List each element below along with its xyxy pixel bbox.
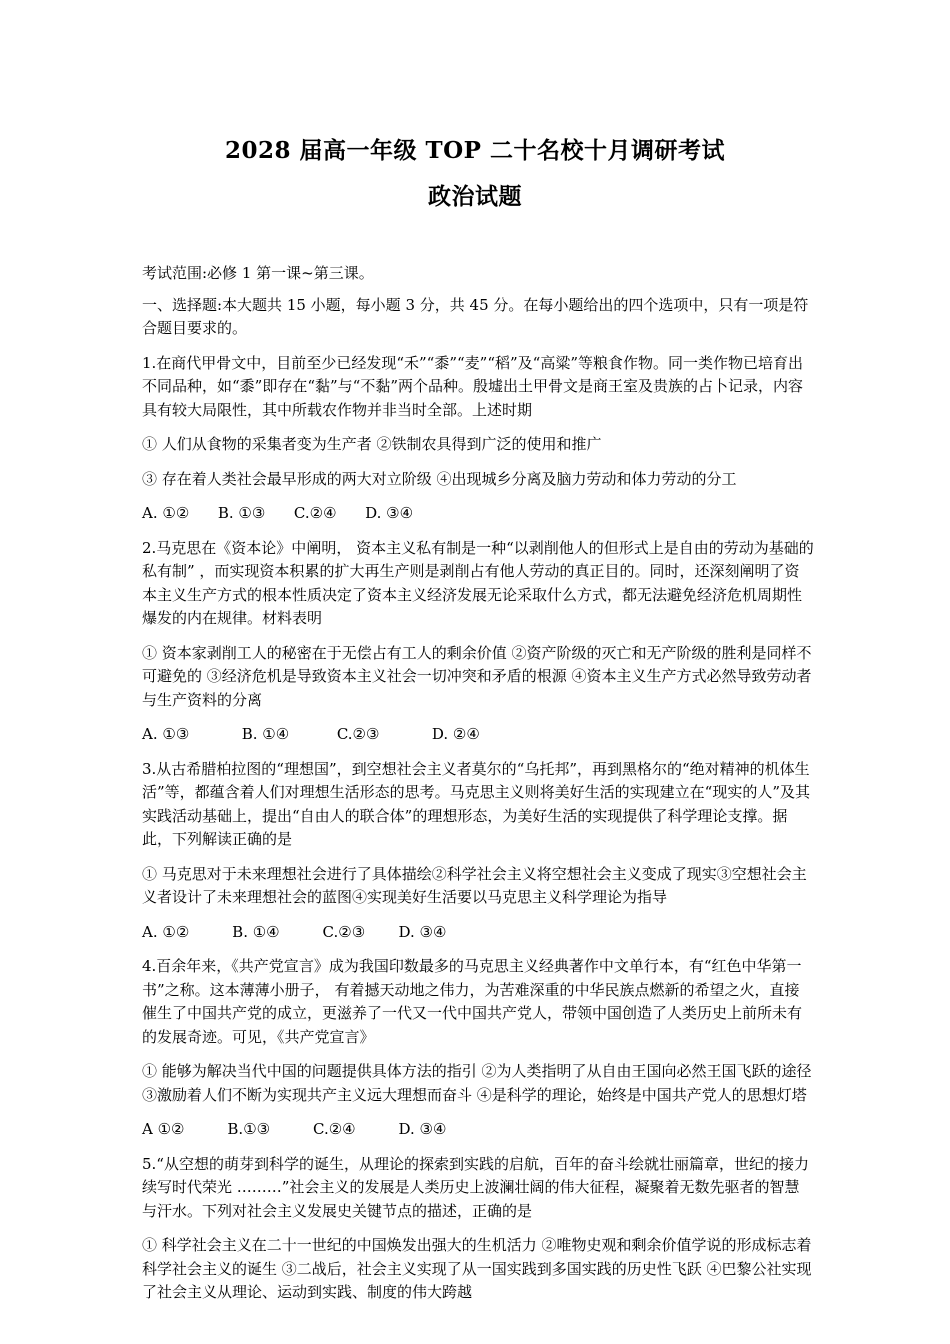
question-1-options: A. ①② B. ①③ C.②④ D. ③④ — [142, 504, 414, 522]
question-2-statements: ① 资本家剥削工人的秘密在于无偿占有工人的剩余价值 ②资产阶级的灭亡和无产阶级的胜利是同样不可避免的 ③经济危机是导致资本主义社会一切冲突和矛盾的根源 ④资本主义生产方式必然导致劳动者与生产资料的分离 — [142, 643, 812, 709]
question-1-stem: 1.在商代甲骨文中，目前至少已经发现“禾”“黍”“麦”“稻”及“高粱”等粮食作物。同一类作物已培育出不同品种，如“黍”即存在“黏”与“不黏”两个品种。殷墟出土甲骨文是商王室及贵族的占卜记录，内容具有较大局限性，其中所载农作物并非当时全部。上述时期 — [142, 353, 804, 419]
question-5-stem: 5.“从空想的萌芽到科学的诞生，从理论的探索到实践的启航，百年的奋斗绘就壮丽篇章，世纪的接力续写时代荣光 ………”社会主义的发展是人类历史上波澜壮阔的伟大征程，凝聚着无数先驱者的智慧与汗水。下列对社会主义发展史关键节点的描述，正确的是 — [142, 1154, 809, 1220]
question-1-statements-a: ① 人们从食物的采集者变为生产者 ②铁制农具得到广泛的使用和推广 — [142, 435, 602, 453]
question-3-statements: ① 马克思对于未来理想社会进行了具体描绘②科学社会主义将空想社会主义变成了现实③空想社会主义者设计了未来理想社会的蓝图④实现美好生活要以马克思主义科学理论为指导 — [142, 864, 807, 906]
subject-title: 政治试题 — [428, 183, 522, 210]
question-3-stem: 3.从古希腊柏拉图的“理想国”，到空想社会主义者莫尔的“乌托邦”，再到黑格尔的“绝对精神的机体生活”等，都蕴含着人们对理想生活形态的思考。马克思主义则将美好生活的实现建立在“现实的人”及其实践活动基础上，提出“自由人的联合体”的理想形态，为美好生活的实现提供了科学理论支撑。据此，下列解读正确的是 — [142, 759, 811, 848]
question-4-stem: 4.百余年来，《共产党宣言》成为我国印数最多的马克思主义经典著作中文单行本，有“红色中华第一书”之称。这本薄薄小册子， 有着撼天动地之伟力，为苦难深重的中华民族点燃新的希望之火，直接催生了中国共产党的成立，更滋养了一代又一代中国共产党人，带领中国创造了人类历史上前所未有的发展奇迹。可见，《共产党宣言》 — [142, 957, 803, 1046]
section-instructions: 一、选择题:本大题共 15 小题，每小题 3 分，共 45 分。在每小题给出的四个选项中，只有一项是符合题目要求的。 — [142, 295, 809, 337]
question-2-stem: 2.马克思在《资本论》中阐明， 资本主义私有制是一种“以剥削他人的但形式上是自由的劳动为基础的私有制” ，而实现资本积累的扩大再生产则是剥削占有他人劳动的真正目的。同时，还深刻阐明了资本主义生产方式的根本性质决定了资本主义经济发展无论采取什么方式，都无法避免经济危机周期性爆发的内在规律。材料表明 — [142, 538, 814, 627]
question-4-options: A ①② B.①③ C.②④ D. ③④ — [142, 1120, 447, 1138]
exam-body — [142, 262, 814, 1316]
question-1-statements-b: ③ 存在着人类社会最早形成的两大对立阶级 ④出现城乡分离及脑力劳动和体力劳动的分工 — [142, 469, 737, 488]
exam-title: 2028 届高一年级 TOP 二十名校十月调研考试 — [225, 137, 725, 164]
question-3-options: A. ①② B. ①④ C.②③ D. ③④ — [142, 922, 447, 941]
question-4-statements: ① 能够为解决当代中国的问题提供具体方法的指引 ②为人类指明了从自由王国向必然王国飞跃的途径 ③激励着人们不断为实现共产主义远大理想而奋斗 ④是科学的理论，始终是中国共产党人的思想灯塔 — [142, 1062, 812, 1104]
exam-scope: 考试范围:必修 1 第一课~第三课。 — [142, 264, 374, 282]
question-5-statements: ① 科学社会主义在二十一世纪的中国焕发出强大的生机活力 ②唯物史观和剩余价值学说的形成标志着科学社会主义的诞生 ③二战后，社会主义实现了从一国实践到多国实践的历史性飞跃 ④巴黎公社实现了社会主义从理论、运动到实践、制度的伟大跨越 — [142, 1236, 812, 1301]
question-2-options: A. ①③ B. ①④ C.②③ D. ②④ — [142, 725, 480, 743]
